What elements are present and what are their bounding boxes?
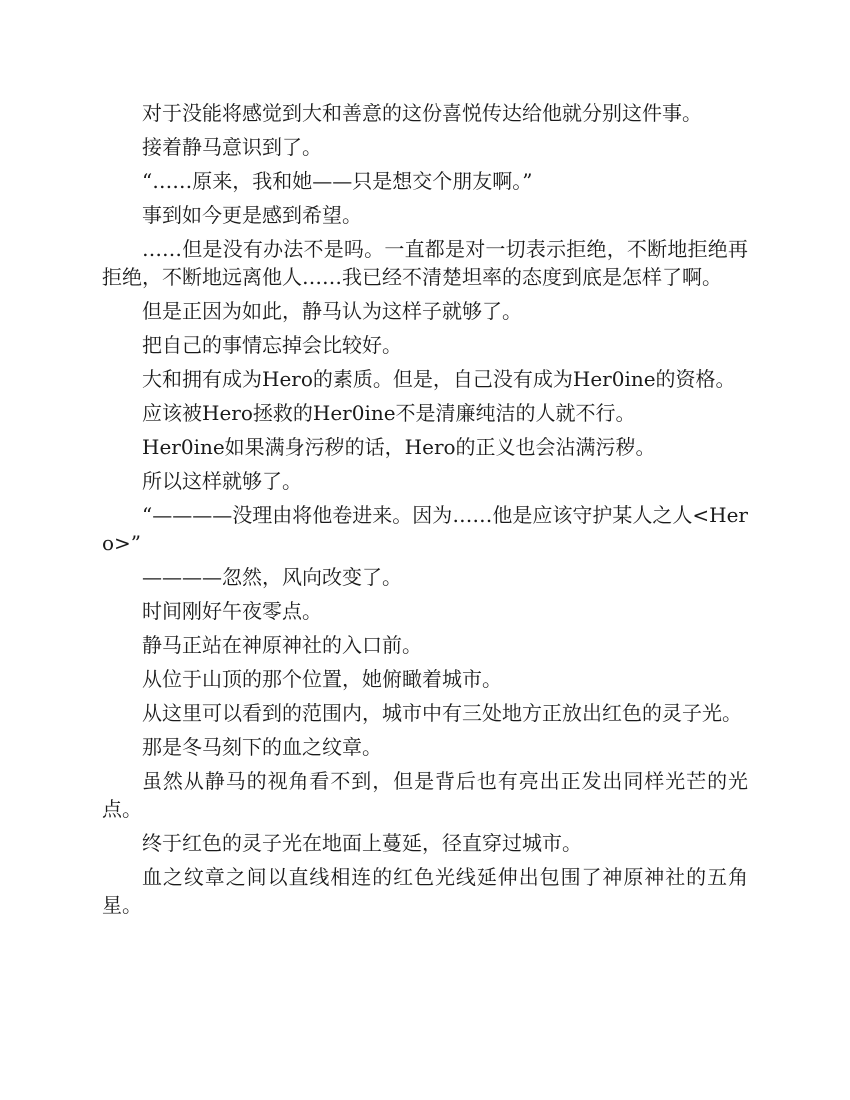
paragraph: 但是正因为如此，静马认为这样子就够了。 bbox=[142, 299, 522, 323]
paragraph: ————忽然，风向改变了。 bbox=[142, 565, 402, 589]
paragraph: ……但是没有办法不是吗。一直都是对一切表示拒绝，不断地拒绝再拒绝，不断地远离他人……我已经不清楚坦率的态度到底是怎样了啊。 bbox=[102, 237, 748, 289]
paragraph: 事到如今更是感到希望。 bbox=[142, 203, 362, 227]
paragraph: 那是冬马刻下的血之纹章。 bbox=[142, 735, 382, 759]
paragraph: 时间刚好午夜零点。 bbox=[142, 599, 322, 623]
document-page bbox=[102, 99, 748, 925]
paragraph: 静马正站在神原神社的入口前。 bbox=[142, 633, 422, 657]
paragraph: 把自己的事情忘掉会比较好。 bbox=[142, 333, 402, 357]
paragraph: “————没理由将他卷进来。因为……他是应该守护某人之人<Hero>” bbox=[102, 503, 748, 555]
paragraph: 从这里可以看到的范围内，城市中有三处地方正放出红色的灵子光。 bbox=[142, 701, 742, 725]
paragraph: 虽然从静马的视角看不到，但是背后也有亮出正发出同样光芒的光点。 bbox=[102, 769, 748, 821]
paragraph: 血之纹章之间以直线相连的红色光线延伸出包围了神原神社的五角星。 bbox=[102, 865, 748, 917]
paragraph: 接着静马意识到了。 bbox=[142, 135, 322, 159]
paragraph: Her0ine如果满身污秽的话，Hero的正义也会沾满污秽。 bbox=[142, 435, 656, 459]
paragraph: 终于红色的灵子光在地面上蔓延，径直穿过城市。 bbox=[142, 831, 582, 855]
paragraph: 所以这样就够了。 bbox=[142, 469, 302, 493]
paragraph: “……原来，我和她——只是想交个朋友啊。” bbox=[142, 169, 533, 193]
paragraph: 对于没能将感觉到大和善意的这份喜悦传达给他就分别这件事。 bbox=[142, 101, 702, 125]
paragraph: 大和拥有成为Hero的素质。但是，自己没有成为Her0ine的资格。 bbox=[142, 367, 736, 391]
paragraph: 从位于山顶的那个位置，她俯瞰着城市。 bbox=[142, 667, 502, 691]
paragraph: 应该被Hero拯救的Her0ine不是清廉纯洁的人就不行。 bbox=[142, 401, 636, 425]
